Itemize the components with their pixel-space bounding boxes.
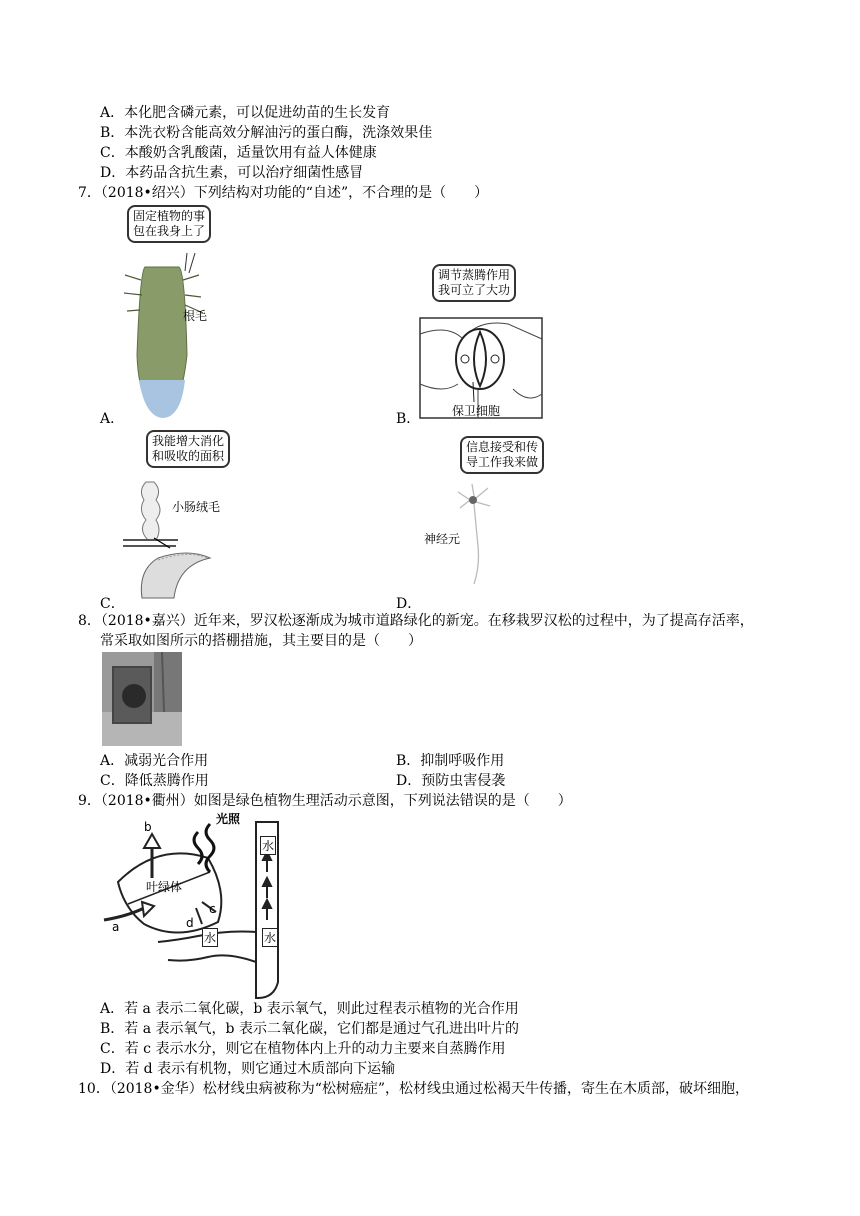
q8-option-d: D．预防虫害侵袭 (396, 773, 506, 789)
q7-figure-d-neuron (420, 436, 560, 596)
q8-shade-canopy-photo (102, 652, 182, 746)
q9-label-chloroplast: 叶绿体 (146, 880, 183, 894)
q6-option-c: C．本酸奶含乳酸菌，适量饮用有益人体健康 (100, 145, 377, 161)
q7-b-speech-bubble: 调节蒸腾作用 我可立了大功 (432, 264, 516, 302)
neuron-illustration (420, 436, 560, 596)
q10-stem: 10．（2018•金华）松材线虫病被称为“松树癌症”，松材线虫通过松褐天牛传播，寄生在木质部，破坏细胞， (78, 1081, 750, 1097)
q9-label-light: 光照 (216, 812, 241, 826)
q6-option-b: B．本洗衣粉含能高效分解油污的蛋白酶，洗涤效果佳 (100, 125, 433, 141)
q7-d-label: 神经元 (424, 532, 461, 546)
q8-option-c: C．降低蒸腾作用 (100, 773, 209, 789)
q6-option-a: A．本化肥含磷元素，可以促进幼苗的生长发育 (100, 105, 391, 121)
villus-illustration (118, 430, 238, 606)
q7-figure-c-villus (118, 430, 238, 606)
stomata-illustration (418, 264, 548, 422)
q9-label-a: a (112, 920, 120, 934)
q9-label-b: b (144, 820, 152, 834)
q7-d-speech-bubble: 信息接受和传 导工作我来做 (460, 436, 544, 474)
q7-a-letter: A． (100, 411, 125, 427)
q9-label-water-stem: 水 (260, 836, 276, 855)
q9-option-c: C．若 c 表示水分，则它在植物体内上升的动力主要来自蒸腾作用 (100, 1041, 506, 1057)
q8-stem-line2: 常采取如图所示的搭棚措施，其主要目的是（ ） (100, 633, 422, 649)
q9-option-b: B．若 a 表示氧气，b 表示二氧化碳，它们都是通过气孔进出叶片的 (100, 1021, 519, 1037)
q8-option-b: B．抑制呼吸作用 (396, 753, 505, 769)
q7-a-label: 根毛 (183, 309, 208, 323)
root-tip-illustration (115, 205, 225, 420)
q7-stem: 7．（2018•绍兴）下列结构对功能的“自述”，不合理的是（ ） (78, 185, 489, 201)
q8-stem-line1: 8．（2018•嘉兴）近年来，罗汉松逐渐成为城市道路绿化的新宠。在移栽罗汉松的过程中，为了提高存活率， (78, 613, 754, 629)
q9-label-c: c (209, 902, 216, 916)
q6-option-d: D．本药品含抗生素，可以治疗细菌性感冒 (100, 165, 364, 181)
q9-label-water-branch: 水 (202, 928, 218, 947)
q7-c-letter: C． (100, 596, 125, 612)
q9-option-a: A．若 a 表示二氧化碳，b 表示氧气，则此过程表示植物的光合作用 (100, 1001, 519, 1017)
q7-b-letter: B． (396, 411, 421, 427)
q9-stem: 9．（2018•衢州）如图是绿色植物生理活动示意图，下列说法错误的是（ ） (78, 793, 572, 809)
q9-plant-physiology-diagram (98, 812, 288, 1002)
q7-c-speech-bubble: 我能增大消化 和吸收的面积 (146, 430, 230, 468)
q8-option-a: A．减弱光合作用 (100, 753, 209, 769)
q7-a-speech-bubble: 固定植物的事 包在我身上了 (127, 205, 211, 243)
q7-c-label: 小肠绒毛 (172, 500, 221, 514)
q7-figure-b-stomata (418, 264, 548, 422)
q7-figure-a-root-tip (115, 205, 225, 420)
q7-b-label: 保卫细胞 (452, 404, 501, 418)
q9-label-d: d (186, 916, 194, 930)
q9-option-d: D．若 d 表示有机物，则它通过木质部向下运输 (100, 1061, 396, 1077)
q7-d-letter: D． (396, 596, 422, 612)
q9-label-water-lower: 水 (262, 928, 278, 947)
